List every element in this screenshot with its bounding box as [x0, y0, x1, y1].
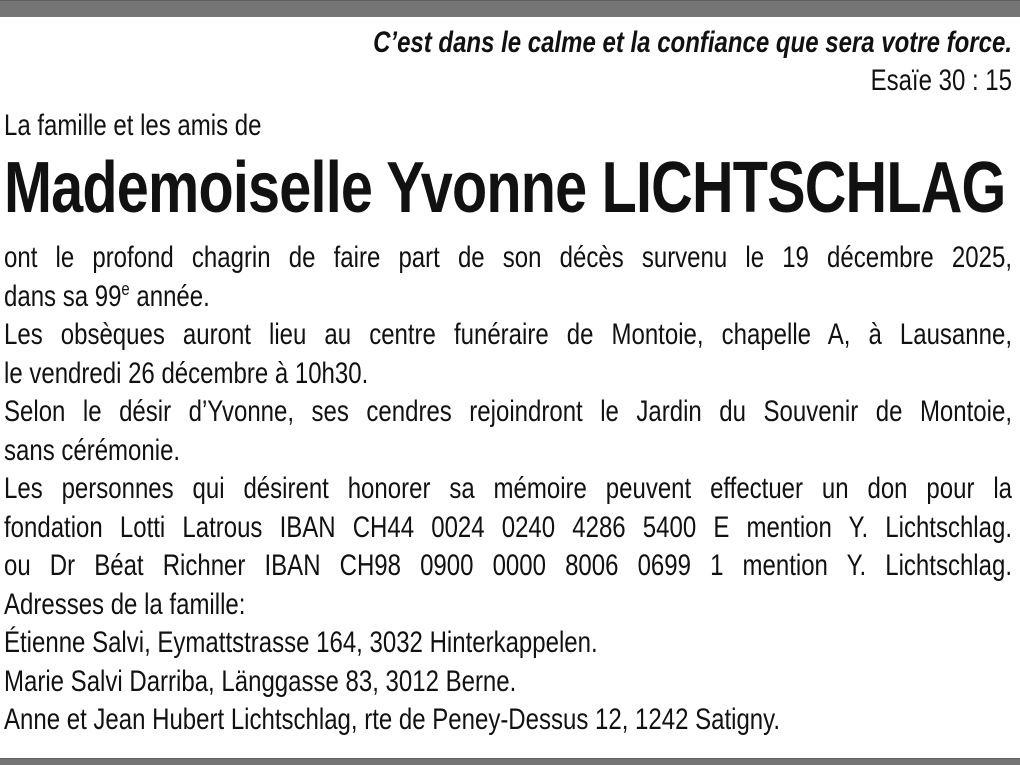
bottom-rule — [0, 758, 1020, 765]
notice-line: Anne et Jean Hubert Lichtschlag, rte de Peney-Dessus 12, 1242 Satigny. — [4, 703, 781, 736]
epigraph-quote: C’est dans le calme et la confiance que sera votre force. — [373, 26, 1012, 59]
notice-line-post: année. — [129, 279, 210, 313]
notice-line: Les personnes qui désirent honorer sa mémoire peuvent effectuer un don pour la — [4, 472, 1012, 505]
ordinal-superscript: e — [121, 277, 130, 299]
top-rule — [0, 0, 1020, 17]
notice-line: fondation Lotti Latrous IBAN CH44 0024 0240 4286 5400 E mention Y. Lichtschlag. — [4, 510, 1012, 544]
notice-line: Adresses de la famille: — [4, 587, 246, 621]
notice-line: ont le profond chagrin de faire part de son décès survenu le 19 décembre 2025, — [4, 241, 1012, 274]
notice-line: Étienne Salvi, Eymattstrasse 164, 3032 Hinterkappelen. — [4, 626, 598, 659]
notice-line-pre: dans sa 99 — [4, 279, 122, 313]
notice-line: Les obsèques auront lieu au centre funéraire de Montoie, chapelle A, à Lausanne, — [4, 318, 1012, 351]
notice-line: le vendredi 26 décembre à 10h30. — [4, 356, 369, 390]
intro-line: La famille et les amis de — [4, 109, 262, 142]
notice-line: Marie Salvi Darriba, Länggasse 83, 3012 Berne. — [4, 664, 517, 698]
deceased-name: Mademoiselle Yvonne LICHTSCHLAG — [4, 148, 1006, 228]
notice-line: ou Dr Béat Richner IBAN CH98 0900 0000 8006 0699 1 mention Y. Lichtschlag. — [4, 549, 1012, 582]
notice-body — [4, 239, 1012, 740]
epigraph-reference: Esaïe 30 : 15 — [870, 64, 1012, 97]
notice-line-with-superscript — [4, 278, 1012, 317]
notice-line: Selon le désir d’Yvonne, ses cendres rejoindront le Jardin du Souvenir de Montoie, — [4, 395, 1012, 428]
notice-content — [0, 17, 1020, 740]
notice-line: sans cérémonie. — [4, 433, 181, 467]
